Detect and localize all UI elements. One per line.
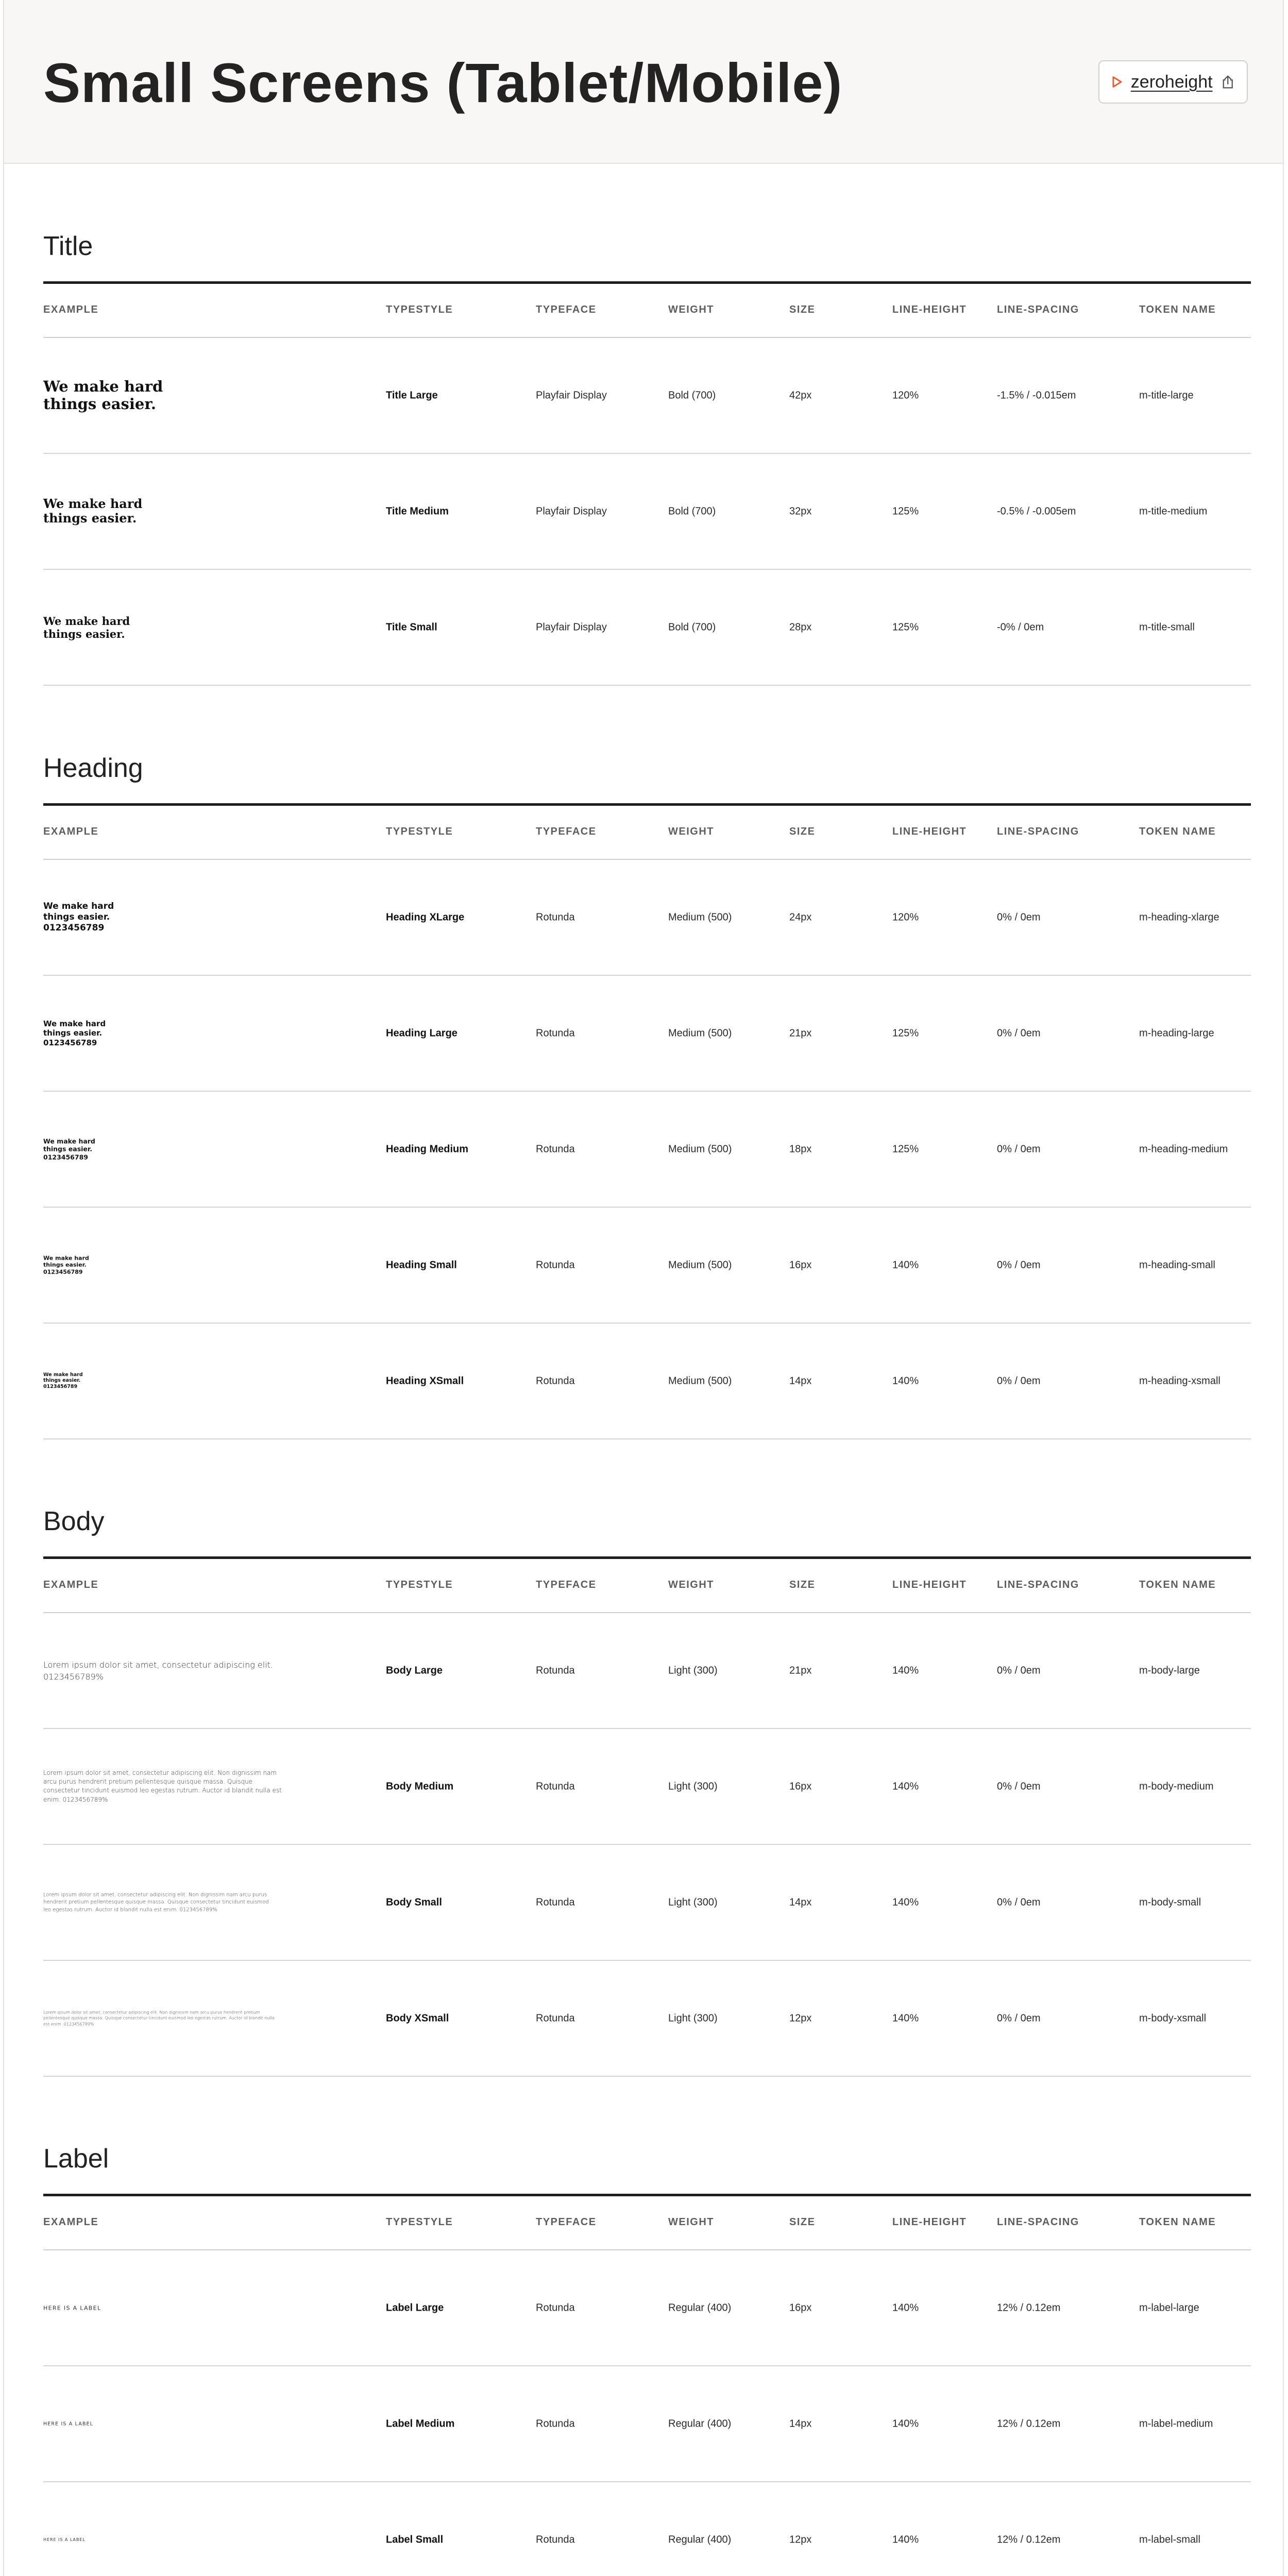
line-height-value: 140% [892,1665,919,1676]
token-name: m-heading-xsmall [1139,1375,1221,1386]
table-row [43,1208,1251,1324]
weight-value: Light (300) [668,1896,718,1908]
column-header-size: SIZE [789,826,816,837]
weight-value: Bold (700) [668,389,716,401]
type-example: We make hard things easier. 0123456789 [43,1254,89,1276]
weight-value: Light (300) [668,2012,718,2024]
typestyle-name: Heading Large [386,1027,457,1039]
typestyle-name: Title Large [386,389,438,401]
column-header-token-name: TOKEN NAME [1139,304,1216,315]
type-example: We make hard things easier. [43,377,163,413]
type-example: HERE IS A LABEL [43,2420,94,2427]
page-header [4,0,1283,164]
column-header-example: EXAMPLE [43,2216,99,2228]
token-name: m-heading-small [1139,1259,1215,1270]
weight-value: Bold (700) [668,621,716,633]
type-example: HERE IS A LABEL [43,2304,101,2311]
token-name: m-heading-xlarge [1139,911,1219,923]
table-row [43,1961,1251,2077]
section-heading [43,752,1251,1439]
line-spacing-value: 0% / 0em [997,1665,1041,1676]
line-height-value: 140% [892,2534,919,2545]
line-height-value: 125% [892,1143,919,1155]
typeface-value: Rotunda [536,2418,575,2429]
size-value: 32px [789,505,812,517]
size-value: 16px [789,1259,812,1270]
size-value: 18px [789,1143,812,1155]
line-spacing-value: -1.5% / -0.015em [997,389,1076,401]
typeface-value: Rotunda [536,1896,575,1908]
column-header-example: EXAMPLE [43,826,99,837]
typestyle-name: Heading Medium [386,1143,469,1155]
table-row [43,1092,1251,1208]
column-header-line-height: LINE-HEIGHT [892,2216,967,2228]
page-title: Small Screens (Tablet/Mobile) [43,52,843,114]
typeface-value: Playfair Display [536,389,607,401]
table-row [43,1324,1251,1439]
section-divider [43,281,1251,284]
line-height-value: 140% [892,1781,919,1792]
zeroheight-logo-icon [1112,75,1123,89]
table-row [43,976,1251,1092]
token-name: m-body-medium [1139,1781,1214,1792]
size-value: 21px [789,1665,812,1676]
size-value: 21px [789,1027,812,1039]
column-header-weight: WEIGHT [668,304,714,315]
line-spacing-value: 0% / 0em [997,1375,1041,1386]
line-spacing-value: 0% / 0em [997,1027,1041,1039]
column-header-weight: WEIGHT [668,1579,714,1590]
section-title: Heading [43,753,143,783]
weight-value: Medium (500) [668,911,732,923]
type-example: We make hard things easier. 0123456789 [43,1137,95,1161]
size-value: 28px [789,621,812,633]
typestyle-name: Heading Small [386,1259,457,1270]
line-spacing-value: 12% / 0.12em [997,2302,1061,2313]
line-height-value: 140% [892,1375,919,1386]
token-name: m-body-small [1139,1896,1201,1908]
column-header-token-name: TOKEN NAME [1139,2216,1216,2228]
column-header-example: EXAMPLE [43,1579,99,1590]
section-divider [43,1556,1251,1559]
table-row [43,454,1251,570]
line-height-value: 140% [892,2418,919,2429]
weight-value: Regular (400) [668,2302,732,2313]
share-icon[interactable] [1221,74,1234,90]
line-height-value: 125% [892,505,919,517]
token-name: m-body-xsmall [1139,2012,1207,2024]
section-title: Body [43,1506,105,1536]
typeface-value: Rotunda [536,1259,575,1270]
line-spacing-value: 0% / 0em [997,1259,1041,1270]
column-header-line-spacing: LINE-SPACING [997,1579,1079,1590]
type-example: We make hard things easier. 0123456789 [43,1371,83,1390]
size-value: 12px [789,2534,812,2545]
page-frame [3,0,1284,2576]
column-header-typestyle: TYPESTYLE [386,2216,453,2228]
column-header-line-height: LINE-HEIGHT [892,1579,967,1590]
column-header-line-spacing: LINE-SPACING [997,304,1079,315]
column-header-typestyle: TYPESTYLE [386,1579,453,1590]
line-height-value: 140% [892,1259,919,1270]
table-row [43,2366,1251,2482]
table-header-row [43,284,1251,338]
line-spacing-value: 12% / 0.12em [997,2534,1061,2545]
typestyle-name: Label Large [386,2302,444,2313]
typeface-value: Rotunda [536,2012,575,2024]
section-divider [43,803,1251,806]
zeroheight-label[interactable]: zeroheight [1130,72,1213,92]
token-name: m-body-large [1139,1665,1200,1676]
typeface-value: Playfair Display [536,505,607,517]
section-divider [43,2194,1251,2196]
line-spacing-value: 0% / 0em [997,911,1041,923]
column-header-line-height: LINE-HEIGHT [892,826,967,837]
weight-value: Light (300) [668,1781,718,1792]
column-header-typeface: TYPEFACE [536,2216,597,2228]
size-value: 14px [789,1896,812,1908]
typeface-value: Rotunda [536,1027,575,1039]
size-value: 42px [789,389,812,401]
token-name: m-label-medium [1139,2418,1213,2429]
column-header-typeface: TYPEFACE [536,1579,597,1590]
table-header-row [43,806,1251,860]
typestyle-name: Label Small [386,2534,444,2545]
section-title: Title [43,231,93,261]
typeface-value: Rotunda [536,2302,575,2313]
column-header-size: SIZE [789,304,816,315]
weight-value: Regular (400) [668,2418,732,2429]
line-height-value: 125% [892,1027,919,1039]
typeface-value: Rotunda [536,1143,575,1155]
zeroheight-button[interactable] [1098,60,1248,104]
type-example: We make hard things easier. [43,496,143,526]
token-name: m-title-medium [1139,505,1208,517]
column-header-typestyle: TYPESTYLE [386,826,453,837]
token-name: m-label-small [1139,2534,1200,2545]
table-row [43,338,1251,454]
table-row [43,1729,1251,1845]
typeface-value: Playfair Display [536,621,607,633]
typestyle-name: Body Medium [386,1781,454,1792]
table-row [43,860,1251,976]
line-spacing-value: 12% / 0.12em [997,2418,1061,2429]
weight-value: Medium (500) [668,1027,732,1039]
typeface-value: Rotunda [536,1665,575,1676]
column-header-typeface: TYPEFACE [536,304,597,315]
weight-value: Medium (500) [668,1143,732,1155]
size-value: 14px [789,1375,812,1386]
typestyle-name: Label Medium [386,2418,455,2429]
column-header-size: SIZE [789,1579,816,1590]
line-height-value: 125% [892,621,919,633]
line-height-value: 140% [892,2302,919,2313]
column-header-line-height: LINE-HEIGHT [892,304,967,315]
line-spacing-value: 0% / 0em [997,1143,1041,1155]
section-title [43,230,1251,686]
line-spacing-value: 0% / 0em [997,1781,1041,1792]
table-row [43,2482,1251,2576]
typestyle-name: Body Small [386,1896,442,1908]
column-header-typeface: TYPEFACE [536,826,597,837]
table-header-row [43,1560,1251,1613]
column-header-weight: WEIGHT [668,826,714,837]
line-height-value: 120% [892,389,919,401]
type-example: Lorem ipsum dolor sit amet, consectetur adipiscing elit. Non dignissim nam arcu purus hendrerit pretium pellentesque quisque massa. Quisque consectetur tincidunt euismod leo egestas rutrum. Auctor id blandit nulla est enim. 0123456789% [43,2010,275,2027]
line-height-value: 140% [892,2012,919,2024]
weight-value: Bold (700) [668,505,716,517]
size-value: 24px [789,911,812,923]
section-body [43,1505,1251,2077]
table-header-row [43,2197,1251,2250]
section-label [43,2142,1251,2576]
type-example: We make hard things easier. 0123456789 [43,1019,106,1047]
table-row [43,1845,1251,1961]
typestyle-name: Heading XSmall [386,1375,464,1386]
type-example: HERE IS A LABEL [43,2537,86,2542]
token-name: m-heading-medium [1139,1143,1228,1155]
typeface-value: Rotunda [536,1781,575,1792]
column-header-size: SIZE [789,2216,816,2228]
size-value: 12px [789,2012,812,2024]
weight-value: Regular (400) [668,2534,732,2545]
section-title: Label [43,2144,109,2174]
column-header-typestyle: TYPESTYLE [386,304,453,315]
type-example: Lorem ipsum dolor sit amet, consectetur adipiscing elit. Non dignissim nam arcu purus hendrerit pretium pellentesque quisque massa. Quisque consectetur tincidunt euismod leo egestas rutrum. Auctor id blandit nulla est enim. 0123456789% [43,1769,282,1803]
token-name: m-heading-large [1139,1027,1214,1039]
weight-value: Medium (500) [668,1375,732,1386]
typeface-value: Rotunda [536,1375,575,1386]
weight-value: Light (300) [668,1665,718,1676]
weight-value: Medium (500) [668,1259,732,1270]
line-spacing-value: -0% / 0em [997,621,1044,633]
token-name: m-label-large [1139,2302,1199,2313]
column-header-line-spacing: LINE-SPACING [997,2216,1079,2228]
token-name: m-title-small [1139,621,1195,633]
type-example: We make hard things easier. [43,614,130,640]
table-row [43,1613,1251,1729]
size-value: 16px [789,2302,812,2313]
typestyle-name: Title Small [386,621,437,633]
line-height-value: 140% [892,1896,919,1908]
column-header-token-name: TOKEN NAME [1139,826,1216,837]
size-value: 16px [789,1781,812,1792]
token-name: m-title-large [1139,389,1194,401]
type-example: Lorem ipsum dolor sit amet, consectetur adipiscing elit. 0123456789% [43,1659,273,1682]
type-example: We make hard things easier. 0123456789 [43,901,114,934]
type-example: Lorem ipsum dolor sit amet, consectetur adipiscing elit. Non dignissim nam arcu purus hendrerit pretium pellentesque quisque massa. Quisque consectetur tincidunt euismod leo egestas rutrum. Auctor id blandit nulla est enim. 0123456789% [43,1891,269,1912]
typestyle-name: Title Medium [386,505,449,517]
line-spacing-value: -0.5% / -0.005em [997,505,1076,517]
column-header-weight: WEIGHT [668,2216,714,2228]
typestyle-name: Body XSmall [386,2012,449,2024]
line-spacing-value: 0% / 0em [997,1896,1041,1908]
typeface-value: Rotunda [536,2534,575,2545]
column-header-line-spacing: LINE-SPACING [997,826,1079,837]
size-value: 14px [789,2418,812,2429]
typestyle-name: Body Large [386,1665,443,1676]
table-row [43,570,1251,686]
column-header-token-name: TOKEN NAME [1139,1579,1216,1590]
line-spacing-value: 0% / 0em [997,2012,1041,2024]
line-height-value: 120% [892,911,919,923]
column-header-example: EXAMPLE [43,304,99,315]
table-row [43,2250,1251,2366]
typestyle-name: Heading XLarge [386,911,465,923]
typeface-value: Rotunda [536,911,575,923]
